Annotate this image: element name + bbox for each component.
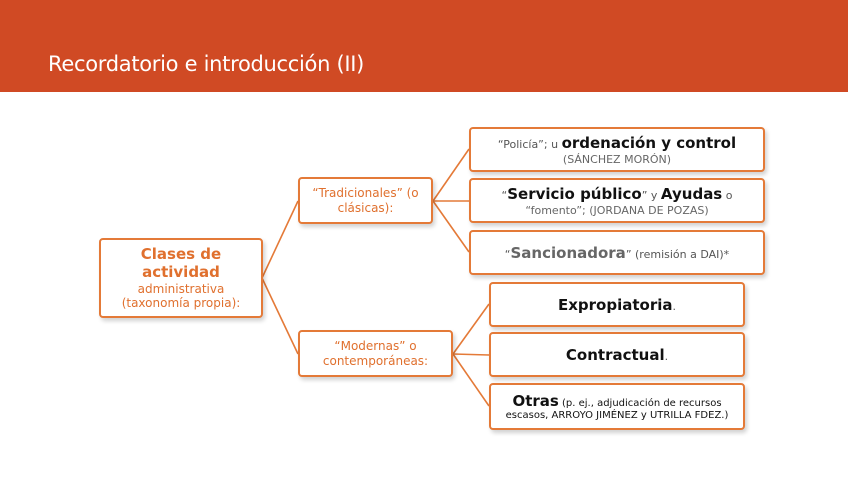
tradicionales-rest2: clásicas): <box>337 200 394 215</box>
connector-root-tradicionales <box>262 201 298 278</box>
node-policia <box>469 127 765 172</box>
otras-bold: Otras <box>512 391 559 410</box>
root-line1: Clases de <box>140 245 222 264</box>
node-contractual: Contractual. <box>489 332 745 377</box>
connector-trad-policia <box>433 149 469 201</box>
connector-mod-contractual <box>453 354 489 355</box>
node-otras <box>489 383 745 430</box>
node-expropiatoria: Expropiatoria. <box>489 282 745 327</box>
tradicionales-rest1: (o <box>402 185 419 200</box>
modernas-rest1: o <box>405 338 417 353</box>
connector-root-modernas <box>262 278 298 354</box>
servicio-bold: Servicio público <box>507 185 642 204</box>
node-tradicionales <box>298 177 433 224</box>
modernas-name: “Modernas” <box>334 338 406 353</box>
node-modernas <box>298 330 453 377</box>
root-line3: administrativa <box>137 281 225 296</box>
servicio-author: “fomento”; (JORDANA DE POZAS) <box>525 203 709 217</box>
otras-rest: (p. ej., adjudicación de recursos <box>558 397 722 409</box>
node-sancionadora: “Sancionadora” (remisión a DAI)* <box>469 230 765 275</box>
ayudas-bold: Ayudas <box>660 185 723 204</box>
tradicionales-name: “Tradicionales” <box>312 185 403 200</box>
root-node-clases <box>99 238 263 318</box>
policia-author: (SÁNCHEZ MORÓN) <box>562 152 672 166</box>
connector-mod-expropiatoria <box>453 304 489 354</box>
modernas-rest2: contemporáneas: <box>322 353 429 368</box>
root-line4: (taxonomía propia): <box>121 296 241 311</box>
slide-title: Recordatorio e introducción (II) <box>48 52 365 76</box>
connector-trad-sancionadora <box>433 201 469 252</box>
otras-line2: escasos, ARROYO JIMÉNEZ y UTRILLA FDEZ.) <box>505 410 729 422</box>
sancionadora-bold: Sancionadora <box>510 243 626 262</box>
connector-mod-otras <box>453 354 489 406</box>
root-line2: actividad <box>142 263 220 282</box>
expropiatoria-bold: Expropiatoria <box>558 295 673 314</box>
policia-prefix: “Policía”; u <box>497 138 562 152</box>
policia-bold: ordenación y control <box>561 134 737 153</box>
node-servicio-publico: “Servicio público” y Ayudas o “fomento”; (JORDANA DE POZAS) <box>469 178 765 223</box>
contractual-bold: Contractual <box>565 345 665 364</box>
sancionadora-rest: ” (remisión a DAI)* <box>625 247 730 261</box>
